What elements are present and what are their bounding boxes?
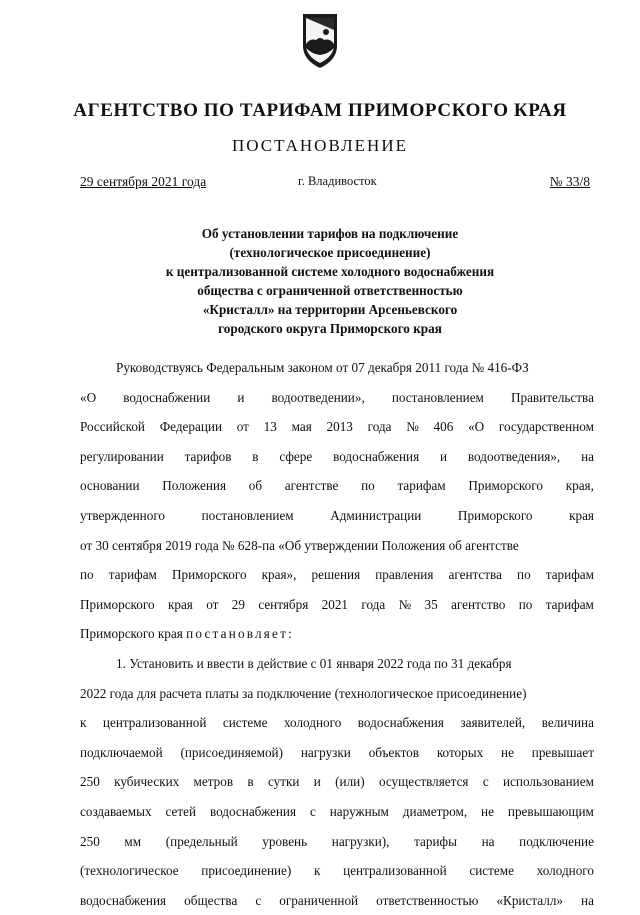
body-word: тарифам bbox=[545, 567, 594, 583]
body-word: 250 bbox=[80, 774, 100, 790]
body-word: по bbox=[517, 567, 531, 583]
body-word: (присоединяемой) bbox=[180, 744, 284, 760]
body-word: объектов bbox=[368, 744, 419, 760]
body-word: Приморского bbox=[468, 478, 543, 494]
body-word: края», bbox=[261, 567, 297, 583]
body-word: (предельный bbox=[165, 833, 238, 849]
body-word: 250 bbox=[80, 833, 100, 849]
body-line bbox=[80, 560, 594, 590]
body-word: (или) bbox=[335, 774, 365, 790]
document-number: № 33/8 bbox=[549, 174, 590, 189]
body-word: подключаемой bbox=[80, 744, 163, 760]
body-line: 1. Установить и ввести в действие с 01 января 2022 года по 31 декабря bbox=[116, 655, 512, 671]
body-word: системе bbox=[469, 863, 514, 879]
title-line: «Кристалл» на территории Арсеньевского bbox=[202, 302, 458, 317]
body-word: нагрузки bbox=[300, 744, 351, 760]
body-word: тарифов bbox=[184, 448, 232, 464]
body-word: кубических bbox=[114, 774, 180, 790]
body-word: государственном bbox=[498, 419, 594, 435]
body-word: 13 bbox=[263, 419, 277, 435]
document-title bbox=[80, 224, 580, 338]
document-city: г. Владивосток bbox=[298, 174, 377, 188]
body-word: сфере bbox=[279, 448, 313, 464]
body-word: осуществляется bbox=[378, 774, 469, 790]
body-line bbox=[80, 619, 594, 649]
body-word: заявителей, bbox=[460, 715, 526, 731]
body-word: создаваемых bbox=[80, 803, 152, 819]
body-line bbox=[80, 412, 594, 442]
body-line bbox=[80, 797, 594, 827]
body-word: 2013 bbox=[326, 419, 353, 435]
body-word: тарифы bbox=[414, 833, 457, 849]
body-word: диаметром, bbox=[402, 803, 468, 819]
body-word: 29 bbox=[231, 596, 245, 612]
body-line: от 30 сентября 2019 года № 628-па «Об утверждении Положения об агентстве bbox=[80, 537, 519, 553]
title-line: (технологическое присоединение) bbox=[229, 245, 431, 260]
body-word: 406 bbox=[433, 419, 454, 435]
body-word: года bbox=[367, 419, 392, 435]
body-word: централизованной bbox=[343, 863, 447, 879]
body-text: Приморского края bbox=[80, 626, 187, 642]
body-word: Российской bbox=[80, 419, 145, 435]
body-word: ответственностью bbox=[376, 892, 479, 908]
document-type: ПОСТАНОВЛЕНИЕ bbox=[231, 136, 408, 155]
body-word: водоснабжения bbox=[209, 803, 297, 819]
body-line bbox=[80, 501, 594, 531]
body-word: постановлением bbox=[201, 507, 294, 523]
body-word: Федерации bbox=[159, 419, 223, 435]
body-line bbox=[80, 886, 594, 915]
body-word: постановлением bbox=[391, 389, 484, 405]
body-word: агентства bbox=[448, 567, 502, 583]
body-word: Положения bbox=[162, 478, 227, 494]
body-word: общества bbox=[184, 892, 238, 908]
body-line bbox=[80, 767, 594, 797]
body-word: от bbox=[236, 419, 249, 435]
body-word: от bbox=[206, 596, 219, 612]
body-word: не bbox=[501, 744, 514, 760]
body-word: сентября bbox=[258, 596, 309, 612]
body-word: централизованной bbox=[102, 715, 207, 731]
body-word: присоединение) bbox=[201, 863, 292, 879]
body-word: края bbox=[569, 507, 594, 523]
body-line bbox=[80, 738, 594, 768]
body-word: с bbox=[482, 774, 489, 790]
title-line: общества с ограниченной ответственностью bbox=[197, 283, 463, 298]
body-word: № bbox=[406, 419, 419, 435]
body-word: сутки bbox=[267, 774, 300, 790]
body-word: в bbox=[252, 448, 259, 464]
body-word: водоотведения», bbox=[467, 448, 561, 464]
body-word: (технологическое bbox=[80, 863, 179, 879]
body-line bbox=[80, 590, 594, 620]
body-word: в bbox=[247, 774, 254, 790]
body-word: которых bbox=[436, 744, 484, 760]
body-line bbox=[80, 708, 594, 738]
body-word: с bbox=[255, 892, 262, 908]
body-word: и bbox=[440, 448, 448, 464]
body-word: № bbox=[398, 596, 412, 612]
body-word: утвержденного bbox=[80, 507, 166, 523]
body-word: основании bbox=[80, 478, 140, 494]
body-word: водоснабжения bbox=[357, 715, 444, 731]
body-word: по bbox=[361, 478, 375, 494]
document-body bbox=[80, 353, 594, 915]
body-word: тарифам bbox=[397, 478, 446, 494]
body-word: не bbox=[481, 803, 494, 819]
body-word: уровень bbox=[262, 833, 308, 849]
title-line: Об установлении тарифов на подключение bbox=[201, 226, 459, 241]
body-line: 2022 года для расчета платы за подключение (технологическое присоединение) bbox=[80, 685, 527, 701]
body-word: по bbox=[80, 567, 94, 583]
body-word: сетей bbox=[165, 803, 197, 819]
body-word: об bbox=[248, 478, 263, 494]
body-word: и bbox=[237, 389, 245, 405]
body-word: к bbox=[80, 715, 87, 731]
body-word: водоснабжении bbox=[123, 389, 211, 405]
agency-name: АГЕНТСТВО ПО ТАРИФАМ ПРИМОРСКОГО КРАЯ bbox=[73, 100, 567, 121]
body-word: использованием bbox=[502, 774, 594, 790]
body-word: по bbox=[518, 596, 533, 612]
body-word: 2021 bbox=[321, 596, 348, 612]
body-word: и bbox=[313, 774, 321, 790]
body-word: агентство bbox=[451, 596, 506, 612]
body-word: 35 bbox=[424, 596, 438, 612]
body-word: края, bbox=[565, 478, 594, 494]
body-line bbox=[80, 442, 594, 472]
body-word: превышает bbox=[531, 744, 594, 760]
body-word: решения bbox=[311, 567, 361, 583]
body-word: на bbox=[581, 448, 594, 464]
body-word: Администрации bbox=[330, 507, 422, 523]
body-line bbox=[80, 856, 594, 886]
title-line: городского округа Приморского края bbox=[218, 321, 442, 336]
body-word: наружным bbox=[329, 803, 389, 819]
body-word: регулировании bbox=[80, 448, 164, 464]
document-date: 29 сентября 2021 года bbox=[80, 174, 207, 189]
body-word: мая bbox=[291, 419, 312, 435]
body-word: «О bbox=[80, 389, 97, 405]
coat-of-arms-icon bbox=[300, 10, 340, 70]
body-word: величина bbox=[541, 715, 594, 731]
body-word: агентстве bbox=[284, 478, 339, 494]
body-word: холодного bbox=[283, 715, 342, 731]
body-word: края bbox=[167, 596, 193, 612]
body-word: правления bbox=[375, 567, 434, 583]
body-word: подключение bbox=[519, 833, 594, 849]
body-text-spaced: постановляет: bbox=[186, 626, 294, 642]
body-word: на bbox=[581, 892, 594, 908]
body-line bbox=[80, 471, 594, 501]
body-word: на bbox=[481, 833, 495, 849]
body-line bbox=[80, 383, 594, 413]
body-line: Руководствуясь Федеральным законом от 07 декабря 2011 года № 416-ФЗ bbox=[116, 360, 529, 375]
body-word: с bbox=[309, 803, 316, 819]
body-word: водоснабжения bbox=[80, 892, 167, 908]
body-word: к bbox=[314, 863, 321, 879]
body-word: метров bbox=[193, 774, 234, 790]
body-line bbox=[80, 827, 594, 857]
body-word: превышающим bbox=[507, 803, 594, 819]
body-word: Правительства bbox=[510, 389, 594, 405]
body-word: холодного bbox=[536, 863, 594, 879]
body-word: нагрузки), bbox=[331, 833, 390, 849]
body-word: водоснабжения bbox=[333, 448, 420, 464]
body-word: водоотведении», bbox=[271, 389, 365, 405]
body-word: года bbox=[361, 596, 386, 612]
body-word: тарифам bbox=[108, 567, 157, 583]
body-word: Приморского bbox=[171, 567, 247, 583]
title-line: к централизованной системе холодного водоснабжения bbox=[165, 264, 495, 279]
body-word: «О bbox=[468, 419, 485, 435]
body-word: системе bbox=[222, 715, 268, 731]
body-word: ограниченной bbox=[279, 892, 359, 908]
body-word: «Кристалл» bbox=[496, 892, 563, 908]
body-word: Приморского bbox=[80, 596, 155, 612]
body-word: Приморского bbox=[457, 507, 533, 523]
body-word: тарифам bbox=[545, 596, 594, 612]
body-word: мм bbox=[124, 833, 142, 849]
